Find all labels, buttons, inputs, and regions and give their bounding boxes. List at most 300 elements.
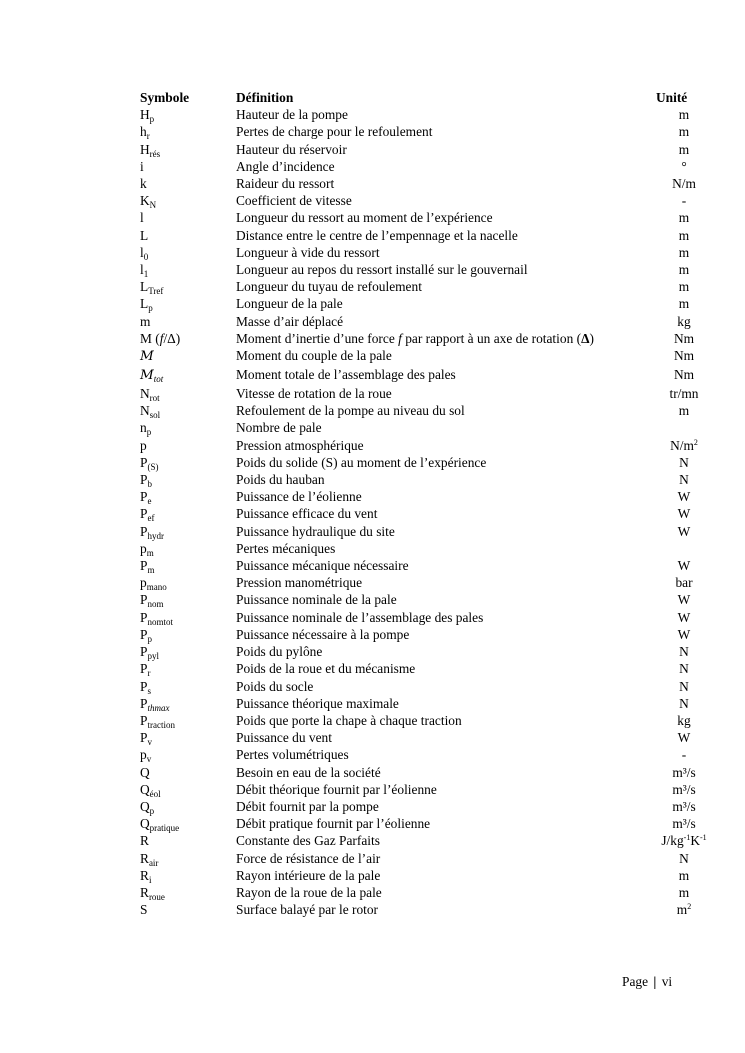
- table-row: [140, 884, 712, 901]
- symbol-base: S: [140, 902, 148, 918]
- unit-superscript: -1: [683, 833, 691, 843]
- unit-cell: [656, 244, 712, 261]
- unit-cell: [656, 175, 712, 192]
- unit-cell: [656, 781, 712, 798]
- symbol-cell: [140, 850, 236, 867]
- table-row: [140, 798, 712, 815]
- symbol-cell: [140, 523, 236, 540]
- unit-cell: [656, 261, 712, 278]
- symbol-base: n: [140, 420, 147, 436]
- symbol-subscript: thmax: [147, 702, 170, 713]
- definition-cell: Puissance efficace du vent: [236, 506, 378, 522]
- symbol-base: P: [140, 558, 148, 574]
- definition-cell: Poids que porte la chape à chaque traction: [236, 712, 462, 728]
- unit-text: Nm: [673, 367, 695, 383]
- unit-text: N: [679, 472, 689, 488]
- symbol-cell: [140, 261, 236, 278]
- symbol-cell: [140, 626, 236, 643]
- unit-cell: [656, 488, 712, 505]
- definition-cell: Longueur à vide du ressort: [236, 244, 380, 260]
- table-row: [140, 574, 712, 591]
- header-definition: Définition: [236, 90, 294, 105]
- unit-text: m³/s: [672, 816, 696, 832]
- definition-cell: Angle d’incidence: [236, 158, 335, 174]
- symbol-base: R: [140, 850, 149, 866]
- unit-cell: [656, 574, 712, 591]
- unit-text: W: [677, 609, 691, 625]
- unit-cell: [656, 643, 712, 660]
- table-row: [140, 347, 712, 366]
- table-row: [140, 313, 712, 330]
- unit-text: Nm: [673, 348, 695, 364]
- definition-cell: Puissance mécanique nécessaire: [236, 558, 409, 574]
- symbol-cell: [140, 695, 236, 712]
- table-row: [140, 660, 712, 677]
- symbol-base: P: [140, 661, 148, 677]
- table-body: [140, 106, 712, 918]
- definition-cell: Coefficient de vitesse: [236, 193, 352, 209]
- symbol-base: P: [140, 695, 148, 711]
- symbol-subscript: roue: [148, 891, 165, 902]
- symbol-cell: [140, 557, 236, 574]
- unit-text: N: [679, 454, 689, 470]
- definition-cell: Hauteur du réservoir: [236, 141, 347, 157]
- definition-cell: Puissance nécessaire à la pompe: [236, 626, 410, 642]
- unit-cell: [656, 227, 712, 244]
- symbol-base: m: [140, 313, 151, 329]
- symbol-base: P: [140, 730, 148, 746]
- table-row: [140, 867, 712, 884]
- symbol-cell: [140, 437, 236, 454]
- symbol-cell: [140, 609, 236, 626]
- symbol-subscript: rot: [149, 393, 160, 404]
- unit-text: m: [678, 296, 690, 312]
- definition-cell: Constante des Gaz Parfaits: [236, 833, 380, 849]
- unit-text: m: [678, 244, 690, 260]
- symbol-base: H: [140, 107, 150, 123]
- table-row: [140, 488, 712, 505]
- table-row: [140, 609, 712, 626]
- symbol-base: N: [140, 386, 150, 402]
- definition-cell: Moment du couple de la pale: [236, 348, 392, 364]
- unit-text: W: [677, 592, 691, 608]
- symbol-base: p: [140, 747, 147, 763]
- unit-text: N/m: [670, 437, 694, 453]
- symbol-base: k: [140, 176, 147, 192]
- unit-text: m: [678, 867, 690, 883]
- definition-cell: Poids du pylône: [236, 644, 323, 660]
- unit-cell: [656, 609, 712, 626]
- definition-cell: Hauteur de la pompe: [236, 107, 348, 123]
- unit-text: N: [679, 850, 689, 866]
- symbol-base: Q: [140, 816, 150, 832]
- symbol-base: P: [140, 523, 148, 539]
- unit-cell: [656, 278, 712, 295]
- unit-cell: [656, 746, 712, 763]
- symbol-base: K: [140, 193, 150, 209]
- symbol-subscript: pyl: [147, 651, 159, 662]
- symbol-cell: [140, 295, 236, 312]
- definition-cell: Nombre de pale: [236, 420, 322, 436]
- definition-cell: Longueur au repos du ressort installé sur le gouvernail: [236, 262, 528, 278]
- unit-cell: [656, 523, 712, 540]
- symbol-cell: [140, 832, 236, 849]
- unit-text: bar: [675, 575, 693, 591]
- symbol-subscript: r: [147, 668, 151, 679]
- symbol-base: Q: [140, 798, 150, 814]
- symbol-subscript: 1: [143, 269, 149, 280]
- symbol-cell: [140, 244, 236, 261]
- table-row: [140, 557, 712, 574]
- symbol-base: P: [140, 678, 148, 694]
- unit-cell: [656, 540, 712, 557]
- symbol-subscript: m: [146, 547, 154, 558]
- symbol-cell: [140, 729, 236, 746]
- definition-cell: Moment d’inertie d’une force f par rapport à un axe de rotation (Δ): [236, 330, 594, 346]
- table-row: [140, 419, 712, 436]
- unit-cell: [656, 366, 712, 385]
- table-row: [140, 192, 712, 209]
- symbol-base: l: [140, 244, 144, 260]
- symbol-base: h: [140, 124, 147, 140]
- unit-cell: [656, 591, 712, 608]
- definition-cell: Longueur du tuyau de refoulement: [236, 279, 422, 295]
- unit-text: -: [681, 193, 687, 209]
- definition-cell: Puissance du vent: [236, 730, 332, 746]
- unit-text: W: [677, 730, 691, 746]
- symbol-subscript: mano: [146, 582, 167, 593]
- unit-text: J/kg: [661, 833, 684, 849]
- unit-text: m³/s: [672, 798, 696, 814]
- symbol-cell: [140, 278, 236, 295]
- symbol-subscript: sol: [149, 410, 161, 421]
- definition-cell: Refoulement de la pompe au niveau du sol: [236, 403, 465, 419]
- symbol-base: L: [140, 227, 149, 243]
- unit-cell: [656, 123, 712, 140]
- unit-text: m: [678, 227, 690, 243]
- header-unit: Unité: [656, 90, 688, 105]
- footer-separator: |: [653, 974, 657, 989]
- symbol-base: p: [140, 437, 147, 453]
- definition-cell: Débit pratique fournit par l’éolienne: [236, 816, 431, 832]
- symbol-cell: [140, 209, 236, 226]
- definition-cell: Puissance théorique maximale: [236, 695, 399, 711]
- unit-text: m: [676, 902, 688, 918]
- table-row: [140, 746, 712, 763]
- table-row: [140, 540, 712, 557]
- symbol-subscript: éol: [149, 788, 161, 799]
- table-row: [140, 330, 712, 347]
- symbol-subscript: air: [148, 857, 159, 868]
- unit-text: kg: [677, 712, 691, 728]
- unit-cell: [656, 437, 712, 454]
- unit-cell: [656, 106, 712, 123]
- definition-cell: Puissance hydraulique du site: [236, 523, 395, 539]
- symbol-cell: [140, 123, 236, 140]
- table-row: [140, 175, 712, 192]
- symbol-base: p: [140, 575, 147, 591]
- symbol-cell: [140, 746, 236, 763]
- table-row: [140, 471, 712, 488]
- unit-text: m: [678, 124, 690, 140]
- unit-cell: [656, 385, 712, 402]
- unit-text: m: [678, 210, 690, 226]
- nomenclature-table: [140, 89, 712, 918]
- table-row: [140, 123, 712, 140]
- definition-cell: Vitesse de rotation de la roue: [236, 386, 392, 402]
- unit-superscript: 2: [693, 437, 698, 447]
- symbol-cell: [140, 366, 236, 385]
- symbol-subscript: p: [149, 805, 155, 816]
- unit-text: m: [678, 141, 690, 157]
- symbol-cell: [140, 901, 236, 918]
- symbol-cell: [140, 330, 236, 347]
- unit-text: N: [679, 678, 689, 694]
- unit-cell: [656, 471, 712, 488]
- symbol-cell: [140, 643, 236, 660]
- symbol-cell: [140, 798, 236, 815]
- symbol-subscript: r: [146, 131, 150, 142]
- unit-cell: [656, 850, 712, 867]
- symbol-base: l: [140, 262, 144, 278]
- symbol-subscript: v: [147, 737, 152, 748]
- table-row: [140, 901, 712, 918]
- definition-cell: Longueur du ressort au moment de l’expérience: [236, 210, 493, 226]
- symbol-cell: [140, 106, 236, 123]
- symbol-cell: [140, 660, 236, 677]
- symbol-cell: [140, 347, 236, 366]
- definition-cell: Pertes mécaniques: [236, 540, 336, 556]
- symbol-subscript: tot: [153, 374, 164, 385]
- unit-cell: [656, 798, 712, 815]
- symbol-subscript: i: [148, 874, 152, 885]
- definition-cell: Débit fournit par la pompe: [236, 798, 379, 814]
- definition-cell: Puissance nominale de l’assemblage des pales: [236, 609, 484, 625]
- unit-text: m: [678, 262, 690, 278]
- unit-text: W: [677, 489, 691, 505]
- header-symbol: Symbole: [140, 90, 190, 105]
- definition-cell: Force de résistance de l’air: [236, 850, 381, 866]
- symbol-base: i: [140, 158, 144, 174]
- unit-cell: [656, 209, 712, 226]
- symbol-base: L: [140, 296, 149, 312]
- symbol-subscript: Tref: [148, 286, 164, 297]
- definition-cell: Rayon de la roue de la pale: [236, 884, 382, 900]
- table-row: [140, 832, 712, 849]
- symbol-cell: [140, 192, 236, 209]
- symbol-base: R: [140, 833, 149, 849]
- table-row: [140, 437, 712, 454]
- symbol-cell: [140, 141, 236, 158]
- table-row: [140, 678, 712, 695]
- symbol-cell: [140, 591, 236, 608]
- definition-cell: Longueur de la pale: [236, 296, 343, 312]
- unit-text: N: [679, 644, 689, 660]
- symbol-cell: [140, 678, 236, 695]
- definition-cell: Débit théorique fournit par l’éolienne: [236, 781, 437, 797]
- unit-cell: [656, 867, 712, 884]
- definition-cell: Masse d’air déplacé: [236, 313, 344, 329]
- unit-cell: [656, 158, 712, 175]
- symbol-cell: [140, 867, 236, 884]
- symbol-subscript: v: [146, 754, 152, 765]
- definition-cell: Pression atmosphérique: [236, 437, 364, 453]
- table-row: [140, 295, 712, 312]
- unit-text: m: [678, 403, 690, 419]
- symbol-cell: [140, 764, 236, 781]
- table-row: [140, 815, 712, 832]
- symbol-subscript: nomtot: [147, 616, 173, 627]
- table-row: [140, 454, 712, 471]
- table-row: [140, 643, 712, 660]
- symbol-base: M: [140, 368, 154, 384]
- symbol-base: P: [140, 626, 148, 642]
- unit-cell: [656, 884, 712, 901]
- symbol-subscript: p: [149, 114, 155, 125]
- unit-text-secondary: K: [690, 833, 700, 849]
- footer-page-number: vi: [661, 974, 673, 989]
- unit-text: °: [681, 158, 687, 174]
- symbol-cell: [140, 454, 236, 471]
- table-row: [140, 158, 712, 175]
- unit-cell: [656, 729, 712, 746]
- unit-cell: [656, 695, 712, 712]
- unit-text: m³/s: [672, 781, 696, 797]
- unit-text: N/m: [672, 176, 696, 192]
- symbol-base: P: [140, 506, 148, 522]
- unit-text: tr/mn: [669, 386, 699, 402]
- table-row: [140, 141, 712, 158]
- symbol-subscript: m: [147, 565, 155, 576]
- unit-cell: [656, 626, 712, 643]
- unit-cell: [656, 295, 712, 312]
- symbol-subscript: (S): [147, 461, 159, 472]
- unit-text: m: [678, 884, 690, 900]
- symbol-base: l: [140, 210, 144, 226]
- symbol-base: H: [140, 141, 150, 157]
- table-row: [140, 712, 712, 729]
- unit-superscript-secondary: -1: [700, 833, 707, 843]
- table-row: [140, 729, 712, 746]
- table-row: [140, 278, 712, 295]
- symbol-cell: [140, 505, 236, 522]
- symbol-subscript: 0: [143, 251, 149, 262]
- symbol-cell: [140, 471, 236, 488]
- unit-cell: [656, 505, 712, 522]
- definition-cell: Poids du hauban: [236, 472, 325, 488]
- unit-cell: [656, 141, 712, 158]
- symbol-cell: [140, 158, 236, 175]
- definition-cell: Poids du socle: [236, 678, 314, 694]
- symbol-subscript: hydr: [147, 530, 164, 541]
- unit-text: m³/s: [672, 764, 696, 780]
- footer-page-label: Page: [622, 974, 649, 989]
- table-row: [140, 385, 712, 402]
- symbol-base: P: [140, 454, 148, 470]
- symbol-base: M (f/Δ): [140, 330, 181, 346]
- symbol-cell: [140, 712, 236, 729]
- symbol-subscript: ef: [147, 513, 155, 524]
- table-row: [140, 209, 712, 226]
- definition-cell: Poids de la roue et du mécanisme: [236, 661, 416, 677]
- unit-cell: [656, 192, 712, 209]
- definition-cell: Raideur du ressort: [236, 176, 335, 192]
- symbol-base: R: [140, 884, 149, 900]
- page-footer: [622, 974, 672, 990]
- symbol-subscript: p: [146, 427, 152, 438]
- unit-cell: [656, 815, 712, 832]
- symbol-subscript: s: [147, 685, 151, 696]
- symbol-base: P: [140, 592, 148, 608]
- symbol-cell: [140, 781, 236, 798]
- symbol-subscript: traction: [147, 719, 175, 730]
- symbol-cell: [140, 385, 236, 402]
- unit-text: W: [677, 626, 691, 642]
- unit-cell: [656, 901, 712, 918]
- unit-text: m: [678, 107, 690, 123]
- symbol-base: P: [140, 609, 148, 625]
- unit-text: m: [678, 279, 690, 295]
- symbol-base: M: [140, 349, 154, 365]
- table-row: [140, 366, 712, 385]
- definition-cell: Moment totale de l’assemblage des pales: [236, 367, 456, 383]
- unit-text: W: [677, 558, 691, 574]
- table-row: [140, 106, 712, 123]
- unit-text: kg: [677, 313, 691, 329]
- table-row: [140, 505, 712, 522]
- definition-cell: Pertes de charge pour le refoulement: [236, 124, 433, 140]
- symbol-subscript: nom: [147, 599, 164, 610]
- symbol-base: Q: [140, 781, 150, 797]
- symbol-cell: [140, 574, 236, 591]
- table-row: [140, 261, 712, 278]
- table-row: [140, 695, 712, 712]
- unit-text: N: [679, 661, 689, 677]
- unit-cell: [656, 832, 712, 849]
- unit-text: W: [677, 506, 691, 522]
- symbol-cell: [140, 313, 236, 330]
- unit-cell: [656, 402, 712, 419]
- table-row: [140, 244, 712, 261]
- table-header-row: [140, 89, 712, 106]
- definition-cell: Distance entre le centre de l’empennage et la nacelle: [236, 227, 518, 243]
- symbol-cell: [140, 175, 236, 192]
- symbol-base: P: [140, 489, 148, 505]
- symbol-subscript: p: [148, 303, 153, 314]
- table-row: [140, 523, 712, 540]
- definition-cell: Puissance nominale de la pale: [236, 592, 397, 608]
- table-row: [140, 591, 712, 608]
- symbol-subscript: e: [147, 496, 152, 507]
- symbol-cell: [140, 402, 236, 419]
- symbol-base: Q: [140, 764, 150, 780]
- symbol-subscript: pratique: [149, 823, 180, 834]
- definition-cell: Rayon intérieure de la pale: [236, 867, 381, 883]
- symbol-cell: [140, 540, 236, 557]
- symbol-base: L: [140, 279, 149, 295]
- symbol-subscript: N: [149, 200, 157, 211]
- symbol-subscript: rés: [149, 148, 161, 159]
- symbol-base: R: [140, 867, 149, 883]
- unit-cell: [656, 660, 712, 677]
- symbol-base: P: [140, 644, 148, 660]
- unit-cell: [656, 419, 712, 436]
- unit-cell: [656, 712, 712, 729]
- table-row: [140, 781, 712, 798]
- definition-cell: Poids du solide (S) au moment de l’expérience: [236, 454, 487, 470]
- symbol-cell: [140, 227, 236, 244]
- table-row: [140, 850, 712, 867]
